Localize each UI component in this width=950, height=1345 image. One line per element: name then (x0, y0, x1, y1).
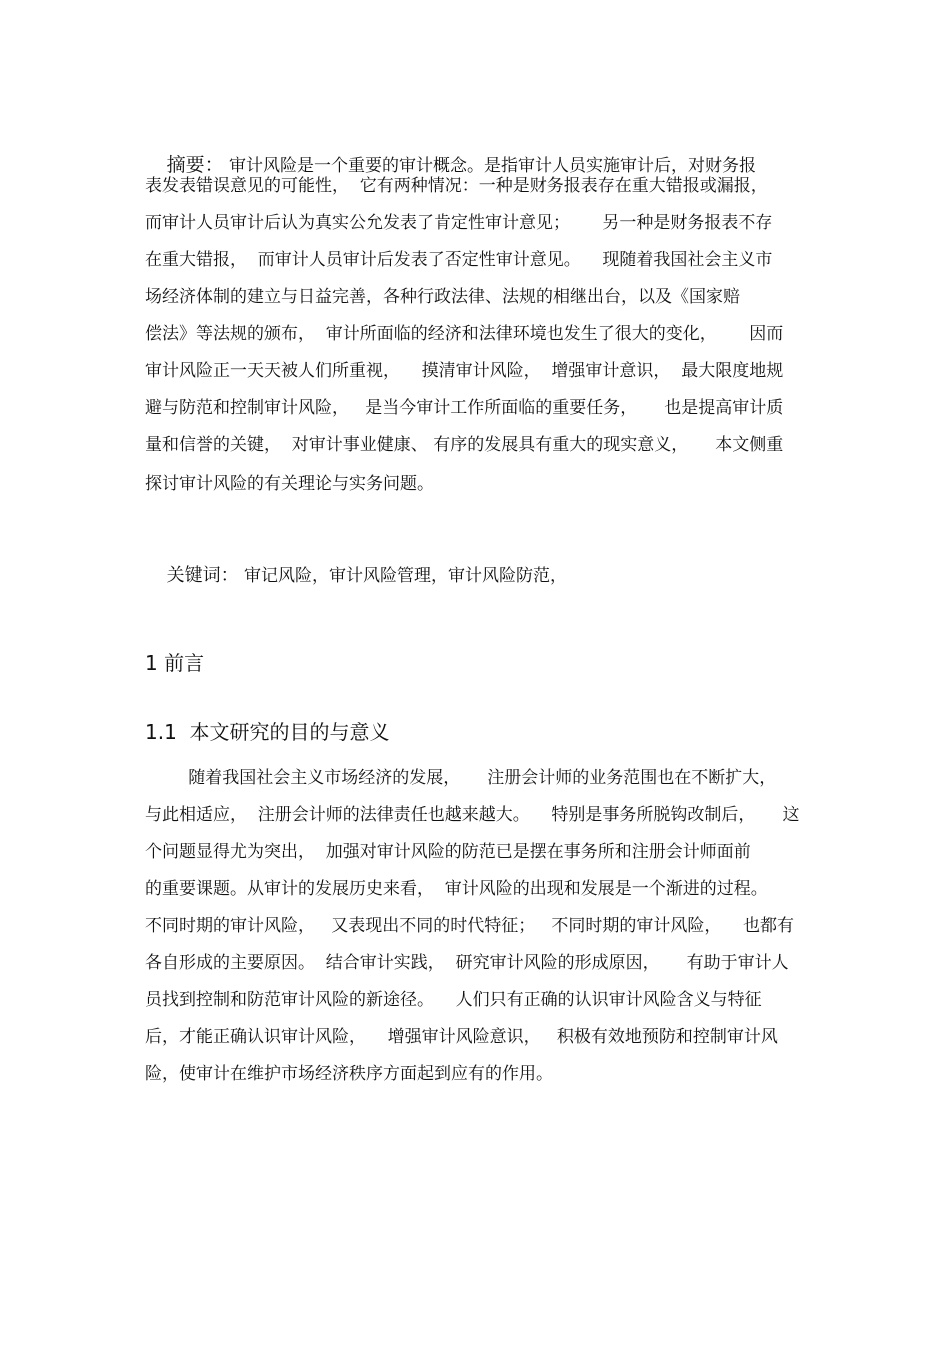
abstract-label: 摘要： (166, 154, 224, 176)
subsection-heading: 1.1 本文研究的目的与意义 (145, 720, 390, 744)
body-line-1: 随着我国社会主义市场经济的发展， 注册会计师的业务范围也在不断扩大， (145, 768, 777, 788)
abstract-line-3: 而审计人员审计后认为真实公允发表了肯定性审计意见； 另一种是财务报表不存 (145, 213, 773, 233)
body-line-4: 的重要课题。从审计的发展历史来看， 审计风险的出现和发展是一个渐进的过程。 (145, 879, 768, 899)
keywords-text: 审记风险，审计风险管理，审计风险防范， (238, 566, 568, 586)
body-line-6: 各自形成的主要原因。 结合审计实践， 研究审计风险的形成原因， 有助于审计人 (145, 953, 789, 973)
abstract-line-2: 表发表错误意见的可能性， 它有两种情况：一种是财务报表存在重大错报或漏报， (145, 176, 768, 196)
body-line-7: 员找到控制和防范审计风险的新途径。 人们只有正确的认识审计风险含义与特征 (145, 990, 762, 1010)
abstract-line-5: 场经济体制的建立与日益完善，各种行政法律、法规的相继出台，以及《国家赔 (145, 287, 740, 307)
body-line-3: 个问题显得尤为突出， 加强对审计风险的防范已是摆在事务所和注册会计师面前 (145, 842, 751, 862)
body-line-5: 不同时期的审计风险， 又表现出不同的时代特征； 不同时期的审计风险， 也都有 (145, 916, 795, 936)
keywords-label: 关键词： (166, 565, 239, 586)
section-heading: 1 前言 (145, 651, 205, 675)
keywords-line (145, 543, 567, 609)
body-line-2: 与此相适应， 注册会计师的法律责任也越来越大。 特别是事务所脱钩改制后， 这 (145, 805, 800, 825)
abstract-line-7: 审计风险正一天天被人们所重视， 摸清审计风险， 增强审计意识， 最大限度地规 (145, 361, 784, 381)
abstract-line-8: 避与防范和控制审计风险， 是当今审计工作所面临的重要任务， 也是提高审计质 (145, 398, 784, 418)
body-line-8: 后，才能正确认识审计风险， 增强审计风险意识， 积极有效地预防和控制审计风 (145, 1027, 778, 1047)
abstract-line-9: 量和信誉的关键， 对审计事业健康、 有序的发展具有重大的现实意义， 本文侧重 (145, 435, 784, 455)
abstract-line-6: 偿法》等法规的颁布， 审计所面临的经济和法律环境也发生了很大的变化， 因而 (145, 324, 784, 344)
abstract-line-4: 在重大错报， 而审计人员审计后发表了否定性审计意见。 现随着我国社会主义市 (145, 250, 773, 270)
body-line-9: 险，使审计在维护市场经济秩序方面起到应有的作用。 (145, 1064, 553, 1084)
abstract-text: 审计风险是一个重要的审计概念。是指审计人员实施审计后，对财务报 (223, 156, 757, 176)
abstract-line-10: 探讨审计风险的有关理论与实务问题。 (145, 474, 434, 494)
